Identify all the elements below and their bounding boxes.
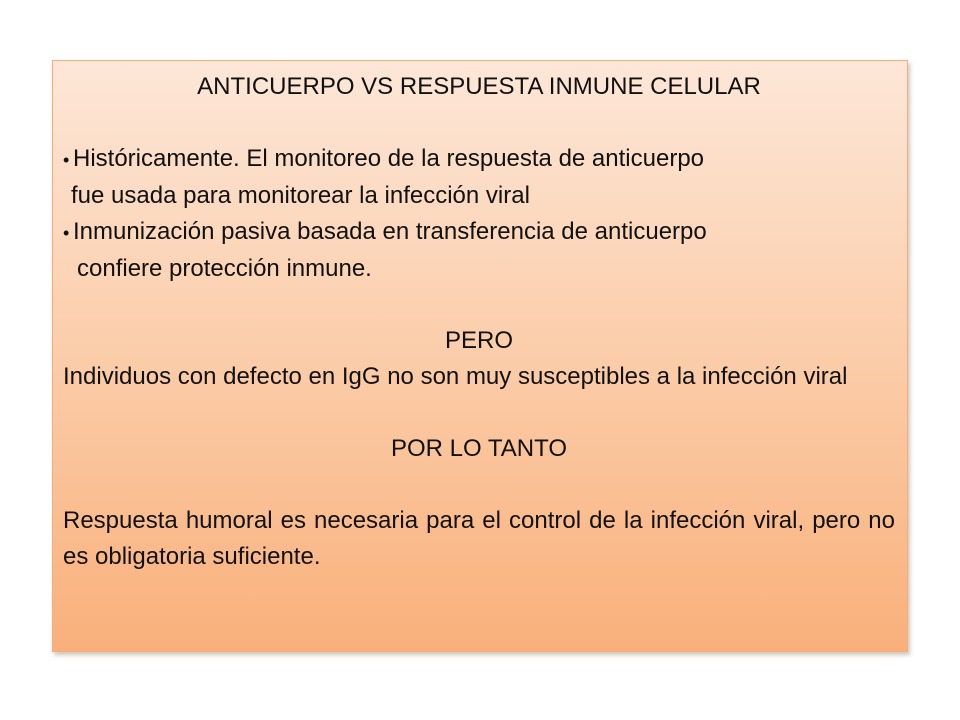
spacer — [63, 467, 895, 503]
por-lo-tanto-heading: POR LO TANTO — [390, 435, 568, 462]
slide-title: ANTICUERPO VS RESPUESTA INMUNE CELULAR — [197, 73, 761, 100]
bullet-icon: • — [63, 223, 70, 243]
spacer — [63, 105, 895, 141]
bullet-text: Inmunización pasiva basada en transferencia de anticuerpo — [73, 218, 707, 245]
bullet-icon: • — [63, 150, 70, 170]
bullet-continuation: confiere protección inmune. — [77, 255, 372, 282]
bullet-line — [63, 141, 895, 178]
pero-paragraph: Individuos con defecto en IgG no son muy susceptibles a la infección viral — [63, 363, 848, 390]
content-textbox — [52, 60, 908, 652]
bullet-continuation: fue usada para monitorear la infección viral — [71, 182, 530, 209]
spacer — [63, 287, 895, 323]
bullet-item-historicamente — [63, 141, 895, 214]
bullet-item-inmunizacion — [63, 214, 895, 287]
conclusion-paragraph: Respuesta humoral es necesaria para el control de la infección viral, pero no es obligatoria suficiente. — [63, 507, 895, 570]
spacer — [63, 395, 895, 431]
pero-heading: PERO — [444, 327, 513, 354]
bullet-line — [63, 214, 895, 251]
bullet-text: Históricamente. El monitoreo de la respuesta de anticuerpo — [73, 145, 705, 172]
